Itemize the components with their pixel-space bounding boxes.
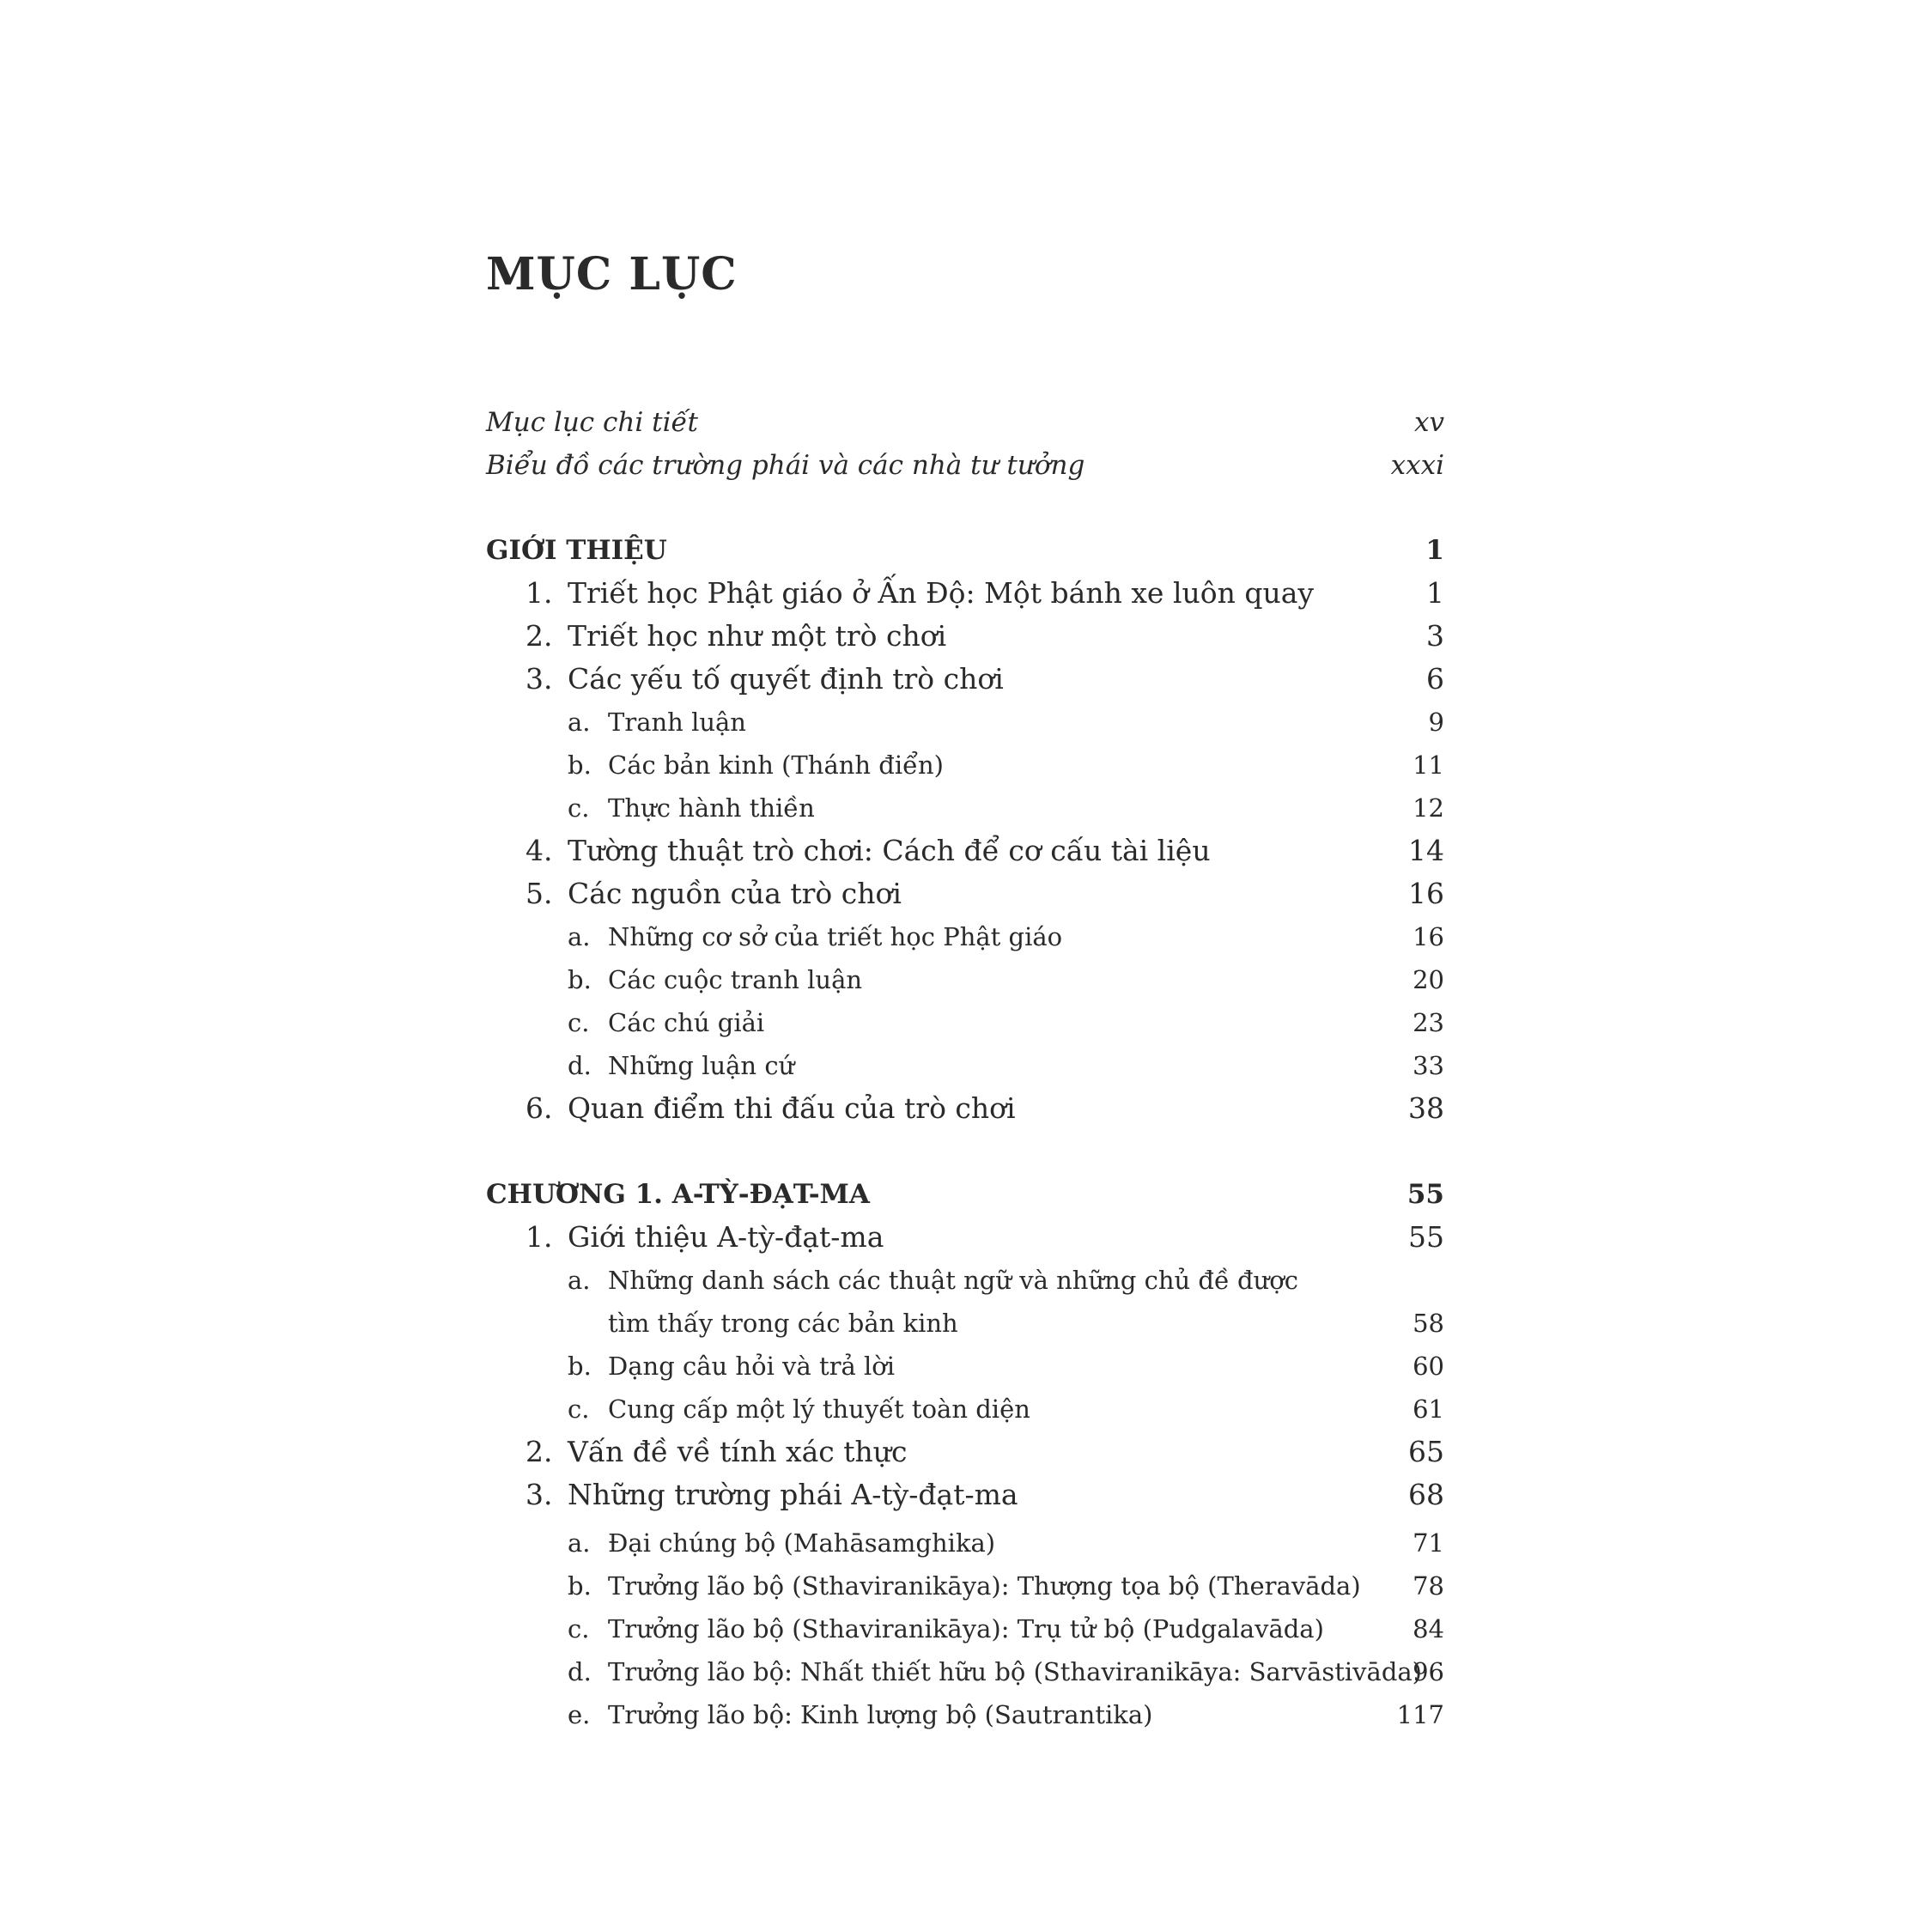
toc-entry-label: Trưởng lão bộ (Sthaviranikāya): Thượng tọa bộ (Theravāda) [608, 1571, 1361, 1601]
toc-page-number: 9 [1428, 708, 1444, 737]
section-heading: CHƯƠNG 1. A-TỲ-ĐẠT-MA [486, 1179, 870, 1210]
toc-entry[interactable] [486, 1473, 1444, 1516]
toc-entry-number: 3. [526, 1478, 553, 1511]
toc-entry-label: Trưởng lão bộ: Kinh lượng bộ (Sautrantika) [608, 1700, 1153, 1729]
toc-page-number: 6 [1426, 662, 1444, 696]
toc-entry[interactable] [486, 1431, 1444, 1473]
toc-entry-label: Những cơ sở của triết học Phật giáo [608, 922, 1063, 951]
toc-subentry[interactable] [486, 1345, 1444, 1388]
toc-subentry[interactable] [486, 1650, 1444, 1693]
toc-entry-number: d. [568, 1657, 592, 1686]
toc-entry-number: b. [568, 1352, 592, 1381]
toc-entry-label: Các cuộc tranh luận [608, 965, 863, 994]
toc-entry-number: b. [568, 1571, 592, 1601]
toc-entry-number: 1. [526, 576, 553, 610]
toc-page-number: 84 [1413, 1614, 1444, 1643]
toc-entry-number: 2. [526, 1435, 553, 1468]
toc-entry-number: a. [568, 922, 591, 951]
toc-page-number: 55 [1406, 1179, 1444, 1210]
toc-entry[interactable] [486, 1087, 1444, 1130]
toc-entry[interactable] [486, 1216, 1444, 1259]
toc-entry-number: 5. [526, 877, 553, 910]
toc-entry-label: Cung cấp một lý thuyết toàn diện [608, 1394, 1030, 1424]
toc-entry-number: e. [568, 1700, 591, 1729]
toc-entry-label: Những danh sách các thuật ngữ và những chủ đề được [608, 1266, 1298, 1295]
toc-page-number: xv [1414, 407, 1444, 438]
toc-entry-label: Các yếu tố quyết định trò chơi [568, 662, 1004, 696]
toc-page-number: 1 [1425, 535, 1444, 566]
toc-entry-number: a. [568, 708, 591, 737]
toc-front-detailed[interactable] [486, 401, 1444, 444]
toc-subentry[interactable] [486, 1693, 1444, 1736]
toc-entry-label: tìm thấy trong các bản kinh [608, 1309, 958, 1338]
toc-subentry[interactable] [486, 744, 1444, 787]
toc-entry-label: Dạng câu hỏi và trả lời [608, 1352, 895, 1381]
toc-entry-number: a. [568, 1528, 591, 1558]
toc-page-number: 1 [1426, 576, 1444, 610]
toc-entry-label: Những luận cứ [608, 1051, 795, 1080]
toc-entry-label: Triết học Phật giáo ở Ấn Độ: Một bánh xe luôn quay [568, 576, 1315, 610]
toc-entry-label: Quan điểm thi đấu của trò chơi [568, 1091, 1016, 1125]
toc-entry-number: a. [568, 1266, 591, 1295]
toc-subentry[interactable] [486, 1388, 1444, 1431]
toc-page-number: 68 [1408, 1478, 1444, 1511]
toc-entry-label: Giới thiệu A-tỳ-đạt-ma [568, 1220, 884, 1254]
toc-page-number: 16 [1413, 922, 1444, 951]
toc-entry-number: c. [568, 793, 590, 823]
toc-entry-label: Các nguồn của trò chơi [568, 877, 902, 910]
toc-entry-label: Vấn đề về tính xác thực [568, 1435, 908, 1468]
toc-page-number: 20 [1413, 965, 1444, 994]
toc-entry-number: b. [568, 965, 592, 994]
toc-entry-number: 1. [526, 1220, 553, 1254]
toc-entry-number: d. [568, 1051, 592, 1080]
toc-entry-number: 6. [526, 1091, 553, 1125]
toc-entry-label: Tường thuật trò chơi: Cách để cơ cấu tài liệu [568, 834, 1211, 867]
toc-entry[interactable] [486, 572, 1444, 615]
toc-subentry[interactable] [486, 1001, 1444, 1044]
toc-subentry[interactable] [486, 1564, 1444, 1607]
toc-entry-number: 4. [526, 834, 553, 867]
toc-page-number: 12 [1413, 793, 1444, 823]
toc-page-number: 3 [1426, 619, 1444, 653]
toc-subentry-continuation[interactable] [486, 1302, 1444, 1345]
toc-entry-label: Các chú giải [608, 1008, 765, 1037]
toc-page-number: 16 [1408, 877, 1444, 910]
toc-page-number: 38 [1408, 1091, 1444, 1125]
toc-entry-label: Trưởng lão bộ (Sthaviranikāya): Trụ tử bộ (Pudgalavāda) [608, 1614, 1324, 1643]
section-heading: GIỚI THIỆU [486, 535, 667, 566]
toc-entry-label: Triết học như một trò chơi [568, 619, 947, 653]
toc-entry-label: Trưởng lão bộ: Nhất thiết hữu bộ (Sthaviranikāya: Sarvāstivāda) [608, 1657, 1422, 1686]
toc-page-number: 55 [1408, 1220, 1444, 1254]
toc-entry-label: Những trường phái A-tỳ-đạt-ma [568, 1478, 1018, 1511]
toc-entry-label: Các bản kinh (Thánh điển) [608, 750, 944, 780]
toc-subentry[interactable] [486, 1259, 1444, 1302]
toc-entry-number: c. [568, 1394, 590, 1424]
toc-subentry[interactable] [486, 701, 1444, 744]
toc-subentry[interactable] [486, 915, 1444, 958]
toc-entry-number: 3. [526, 662, 553, 696]
toc-page-number: xxxi [1390, 450, 1444, 481]
toc-entry[interactable] [486, 829, 1444, 872]
toc-page-number: 33 [1413, 1051, 1444, 1080]
toc-entry-label: Đại chúng bộ (Mahāsamghika) [608, 1528, 996, 1558]
toc-subentry[interactable] [486, 787, 1444, 829]
toc-page-number: 23 [1413, 1008, 1444, 1037]
toc-entry[interactable] [486, 658, 1444, 701]
toc-entry-number: c. [568, 1008, 590, 1037]
toc-page-number: 65 [1408, 1435, 1444, 1468]
toc-subentry[interactable] [486, 1044, 1444, 1087]
toc-subentry[interactable] [486, 1607, 1444, 1650]
toc-entry-label: Tranh luận [608, 708, 746, 737]
toc-subentry[interactable] [486, 1522, 1444, 1564]
toc-page-number: 14 [1408, 834, 1444, 867]
toc-entry[interactable] [486, 615, 1444, 658]
toc-page-number: 78 [1413, 1571, 1444, 1601]
toc-page-number: 11 [1413, 750, 1444, 780]
toc-entry-label: Thực hành thiền [608, 793, 815, 823]
toc-entry-number: c. [568, 1614, 590, 1643]
toc-front-chart[interactable] [486, 444, 1444, 487]
toc-page-number: 71 [1413, 1528, 1444, 1558]
toc-page-number: 60 [1413, 1352, 1444, 1381]
toc-subentry[interactable] [486, 958, 1444, 1001]
page-title: MỤC LỤC [486, 248, 738, 301]
toc-entry-number: b. [568, 750, 592, 780]
toc-section-chapter-1[interactable] [486, 1173, 1444, 1216]
toc-entry[interactable] [486, 872, 1444, 915]
toc-page-number: 58 [1413, 1309, 1444, 1338]
toc-entry-number: 2. [526, 619, 553, 653]
toc-entry-label: Biểu đồ các trường phái và các nhà tư tưởng [486, 450, 1085, 481]
toc-page-number: 117 [1396, 1700, 1444, 1729]
toc-entry-label: Mục lục chi tiết [486, 407, 699, 438]
toc-section-intro[interactable] [486, 529, 1444, 572]
toc-page-number: 61 [1413, 1394, 1444, 1424]
toc-page-number: 96 [1413, 1657, 1444, 1686]
